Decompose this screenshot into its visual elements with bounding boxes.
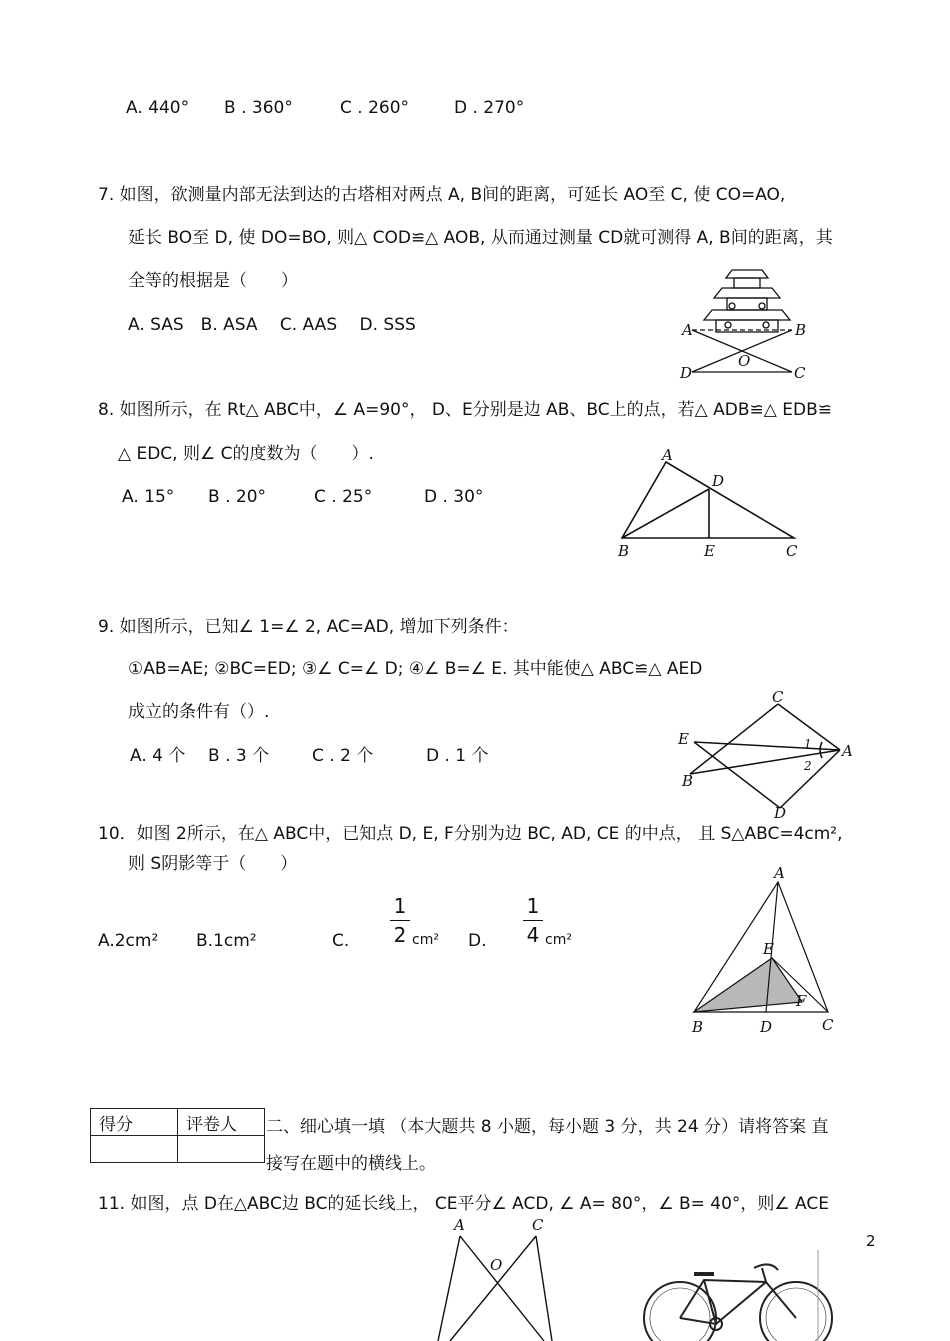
fraction-numerator: 1 <box>526 894 540 918</box>
q11-label-c: C <box>532 1216 544 1234</box>
q10-label-e: E <box>763 940 774 958</box>
q7-label-d: D <box>680 364 693 382</box>
section2-title-line1: 二、细心填一填 （本大题共 8 小题，每小题 3 分，共 24 分）请将答案 直 <box>266 1117 829 1137</box>
q8-label-d: D <box>712 472 725 490</box>
q9-line2: ①AB=AE; ②BC=ED; ③∠ C=∠ D; ④∠ B=∠ E. 其中能使△ ABC≌△ AED <box>128 659 703 679</box>
q10-label-f: F <box>796 992 807 1010</box>
q8-triangle-figure <box>612 444 812 562</box>
q11-label-o: O <box>490 1256 503 1274</box>
q11-line1: 11. 如图，点 D在△ABC边 BC的延长线上， CE平分∠ ACD, ∠ A= 80°，∠ B= 40°，则∠ ACE <box>98 1194 829 1214</box>
q9-label-c: C <box>772 688 784 706</box>
q9-option-a: A. 4 个 <box>130 746 186 766</box>
q9-option-b: B . 3 个 <box>208 746 270 766</box>
q6-option-a: A. 440° <box>126 98 190 118</box>
fraction-numerator: 1 <box>393 894 407 918</box>
q8-label-a: A <box>662 446 673 464</box>
page-number: 2 <box>866 1232 876 1250</box>
q7-pagoda-figure <box>672 262 822 382</box>
q9-option-d: D . 1 个 <box>426 746 489 766</box>
q7-label-o: O <box>738 352 751 370</box>
score-header: 得分 <box>91 1109 178 1136</box>
q9-angle-2: 2 <box>804 759 812 773</box>
q10-option-d-unit: cm² <box>545 932 572 948</box>
q7-label-c: C <box>794 364 806 382</box>
q11-figure <box>432 1212 562 1341</box>
q9-line1: 9. 如图所示，已知∠ 1=∠ 2, AC=AD, 增加下列条件： <box>98 617 519 637</box>
q10-label-a: A <box>774 864 785 882</box>
q8-option-b: B . 20° <box>208 487 267 507</box>
q7-line3: 全等的根据是（ ） <box>128 271 298 291</box>
score-table <box>90 1108 265 1163</box>
q10-option-b: B.1cm² <box>196 931 257 951</box>
q9-label-b: B <box>682 772 694 790</box>
q7-line1: 7. 如图，欲测量内部无法到达的古塔相对两点 A, B间的距离，可延长 AO至 C, 使 CO=AO, <box>98 185 786 205</box>
fraction-denominator: 2 <box>393 923 407 947</box>
q10-option-a: A.2cm² <box>98 931 159 951</box>
q10-line2: 则 S阴影等于（ ） <box>128 854 298 874</box>
q7-line2: 延长 BO至 D, 使 DO=BO, 则△ COD≌△ AOB, 从而通过测量 CD就可测得 A, B间的距离，其 <box>128 228 833 248</box>
section2-title-line2: 接写在题中的横线上。 <box>266 1154 436 1174</box>
q6-option-b: B . 360° <box>224 98 293 118</box>
grader-header: 评卷人 <box>178 1109 265 1136</box>
q8-label-b: B <box>618 542 630 560</box>
q9-option-c: C . 2 个 <box>312 746 374 766</box>
q10-label-c: C <box>822 1016 834 1034</box>
q8-line2: △ EDC, 则∠ C的度数为（ ）. <box>118 444 374 464</box>
q10-option-d-label: D. <box>468 931 487 951</box>
q7-options: A. SAS B. ASA C. AAS D. SSS <box>128 315 416 335</box>
q8-line1: 8. 如图所示，在 Rt△ ABC中，∠ A=90°， D、E分别是边 AB、BC上的点，若△ ADB≌△ EDB≌ <box>98 400 832 420</box>
q8-option-c: C . 25° <box>314 487 373 507</box>
q9-label-d: D <box>774 804 787 822</box>
grader-cell[interactable] <box>178 1136 265 1163</box>
q11-label-a: A <box>454 1216 465 1234</box>
q6-option-d: D . 270° <box>454 98 525 118</box>
q9-label-a: A <box>842 742 853 760</box>
q10-label-d: D <box>760 1018 773 1036</box>
q9-figure <box>672 686 862 822</box>
q8-label-c: C <box>786 542 798 560</box>
score-cell[interactable] <box>91 1136 178 1163</box>
q8-option-d: D . 30° <box>424 487 484 507</box>
q10-option-c-label: C. <box>332 931 350 951</box>
q10-option-c-unit: cm² <box>412 932 439 948</box>
q10-label-b: B <box>692 1018 704 1036</box>
q10-triangle-figure <box>686 862 846 1042</box>
q7-label-a: A <box>682 321 693 339</box>
q9-label-e: E <box>678 730 689 748</box>
bicycle-image <box>638 1250 838 1341</box>
q7-label-b: B <box>795 321 807 339</box>
q8-label-e: E <box>704 542 715 560</box>
q10-option-c-fraction <box>390 896 410 945</box>
q8-option-a: A. 15° <box>122 487 175 507</box>
fraction-denominator: 4 <box>526 923 540 947</box>
q9-angle-1: 1 <box>804 737 812 751</box>
q6-option-c: C . 260° <box>340 98 410 118</box>
q10-option-d-fraction <box>523 896 543 945</box>
q10-line1: 10．如图 2所示，在△ ABC中，已知点 D, E, F分别为边 BC, AD, CE 的中点， 且 S△ABC=4cm², <box>98 824 843 844</box>
q9-line3: 成立的条件有（）. <box>128 702 270 722</box>
